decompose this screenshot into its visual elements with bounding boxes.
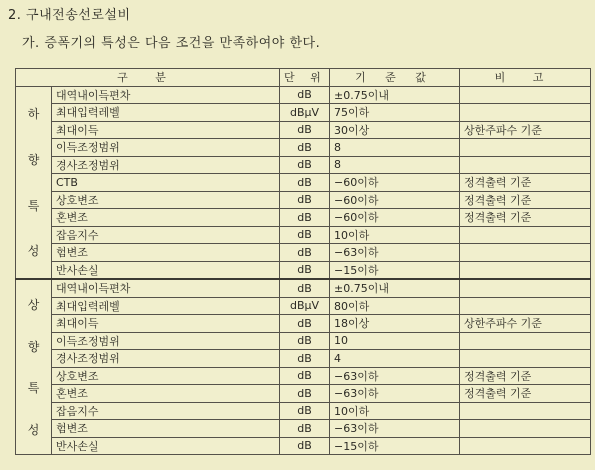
item-cell: 상호변조 <box>52 191 280 209</box>
table-row <box>16 297 591 315</box>
note-cell: 상한주파수 기준 <box>460 121 591 139</box>
header-category: 구 분 <box>16 69 280 87</box>
note-cell <box>460 332 591 350</box>
item-cell: 이득조정범위 <box>52 332 280 350</box>
table-row <box>16 437 591 455</box>
value-cell: 10이하 <box>330 402 460 420</box>
unit-cell: dBμV <box>280 297 330 315</box>
table-row <box>16 279 591 297</box>
unit-cell: dB <box>280 332 330 350</box>
item-cell: 험변조 <box>52 244 280 262</box>
table-row <box>16 104 591 122</box>
item-cell: 최대이득 <box>52 121 280 139</box>
value-cell: ±0.75이내 <box>330 86 460 104</box>
header-unit: 단 위 <box>280 69 330 87</box>
amplifier-spec-table <box>15 68 591 455</box>
table-row <box>16 174 591 192</box>
unit-cell: dB <box>280 244 330 262</box>
table-row <box>16 315 591 333</box>
value-cell: 10이하 <box>330 226 460 244</box>
item-cell: 험변조 <box>52 420 280 438</box>
unit-cell: dB <box>280 367 330 385</box>
item-cell: 최대입력레벨 <box>52 297 280 315</box>
table-row <box>16 332 591 350</box>
value-cell: 8 <box>330 156 460 174</box>
unit-cell: dB <box>280 209 330 227</box>
unit-cell: dB <box>280 402 330 420</box>
group-label-cell <box>16 279 52 455</box>
unit-cell: dB <box>280 350 330 368</box>
unit-cell: dB <box>280 315 330 333</box>
item-cell: 잡음지수 <box>52 226 280 244</box>
item-cell: 잡음지수 <box>52 402 280 420</box>
group-label-char: 성 <box>27 422 40 437</box>
value-cell: 4 <box>330 350 460 368</box>
note-cell <box>460 261 591 279</box>
note-cell <box>460 244 591 262</box>
note-cell <box>460 420 591 438</box>
item-cell: 이득조정범위 <box>52 139 280 157</box>
note-cell: 상한주파수 기준 <box>460 315 591 333</box>
group-label-char: 향 <box>27 152 40 167</box>
group-label-char: 하 <box>27 107 40 122</box>
value-cell: −60이하 <box>330 209 460 227</box>
note-cell <box>460 104 591 122</box>
value-cell: −63이하 <box>330 385 460 403</box>
unit-cell: dB <box>280 191 330 209</box>
unit-cell: dB <box>280 86 330 104</box>
header-remarks: 비 고 <box>460 69 591 87</box>
note-cell <box>460 350 591 368</box>
unit-cell: dB <box>280 420 330 438</box>
value-cell: −60이하 <box>330 191 460 209</box>
value-cell: −60이하 <box>330 174 460 192</box>
unit-cell: dB <box>280 139 330 157</box>
table-row <box>16 156 591 174</box>
note-cell <box>460 297 591 315</box>
section-heading: 2. 구내전송선로설비 <box>8 8 131 23</box>
item-cell: 대역내이득편차 <box>52 279 280 297</box>
item-cell: 반사손실 <box>52 437 280 455</box>
note-cell <box>460 437 591 455</box>
table-row <box>16 402 591 420</box>
value-cell: 8 <box>330 139 460 157</box>
table-row <box>16 226 591 244</box>
note-cell <box>460 86 591 104</box>
item-cell: 경사조정범위 <box>52 156 280 174</box>
table-body <box>16 86 591 455</box>
value-cell: 80이하 <box>330 297 460 315</box>
group-label-char: 특 <box>27 381 40 396</box>
note-cell: 정격출력 기준 <box>460 385 591 403</box>
group-label-char: 특 <box>27 198 40 213</box>
table-row <box>16 420 591 438</box>
table-row <box>16 385 591 403</box>
item-cell: 대역내이득편차 <box>52 86 280 104</box>
group-label-char: 성 <box>27 244 40 259</box>
item-cell: 혼변조 <box>52 209 280 227</box>
note-cell <box>460 226 591 244</box>
item-cell: 최대이득 <box>52 315 280 333</box>
header-reference-value: 기 준 값 <box>330 69 460 87</box>
value-cell: 30이상 <box>330 121 460 139</box>
table-row <box>16 121 591 139</box>
value-cell: 10 <box>330 332 460 350</box>
table-row <box>16 244 591 262</box>
table-row <box>16 350 591 368</box>
value-cell: −63이하 <box>330 244 460 262</box>
table-row <box>16 86 591 104</box>
item-cell: 경사조정범위 <box>52 350 280 368</box>
group-label-char: 상 <box>27 298 40 313</box>
note-cell: 정격출력 기준 <box>460 367 591 385</box>
value-cell: 75이하 <box>330 104 460 122</box>
value-cell: −15이하 <box>330 437 460 455</box>
unit-cell: dB <box>280 226 330 244</box>
unit-cell: dB <box>280 156 330 174</box>
table-row <box>16 261 591 279</box>
value-cell: −63이하 <box>330 367 460 385</box>
note-cell: 정격출력 기준 <box>460 174 591 192</box>
item-cell: 혼변조 <box>52 385 280 403</box>
note-cell: 정격출력 기준 <box>460 209 591 227</box>
subsection-heading: 가. 증폭기의 특성은 다음 조건을 만족하여야 한다. <box>22 36 321 51</box>
table-row <box>16 367 591 385</box>
value-cell: −63이하 <box>330 420 460 438</box>
item-cell: 최대입력레벨 <box>52 104 280 122</box>
unit-cell: dB <box>280 121 330 139</box>
table-row <box>16 209 591 227</box>
note-cell <box>460 156 591 174</box>
note-cell <box>460 139 591 157</box>
item-cell: 반사손실 <box>52 261 280 279</box>
unit-cell: dB <box>280 437 330 455</box>
unit-cell: dB <box>280 385 330 403</box>
table-row <box>16 191 591 209</box>
value-cell: 18이상 <box>330 315 460 333</box>
unit-cell: dB <box>280 174 330 192</box>
item-cell: 상호변조 <box>52 367 280 385</box>
value-cell: −15이하 <box>330 261 460 279</box>
note-cell <box>460 402 591 420</box>
unit-cell: dB <box>280 261 330 279</box>
unit-cell: dB <box>280 279 330 297</box>
table-header-row <box>16 69 591 87</box>
value-cell: ±0.75이내 <box>330 279 460 297</box>
unit-cell: dBμV <box>280 104 330 122</box>
table-row <box>16 139 591 157</box>
item-cell: CTB <box>52 174 280 192</box>
group-label-char: 향 <box>27 339 40 354</box>
group-label-cell <box>16 86 52 279</box>
note-cell: 정격출력 기준 <box>460 191 591 209</box>
note-cell <box>460 279 591 297</box>
